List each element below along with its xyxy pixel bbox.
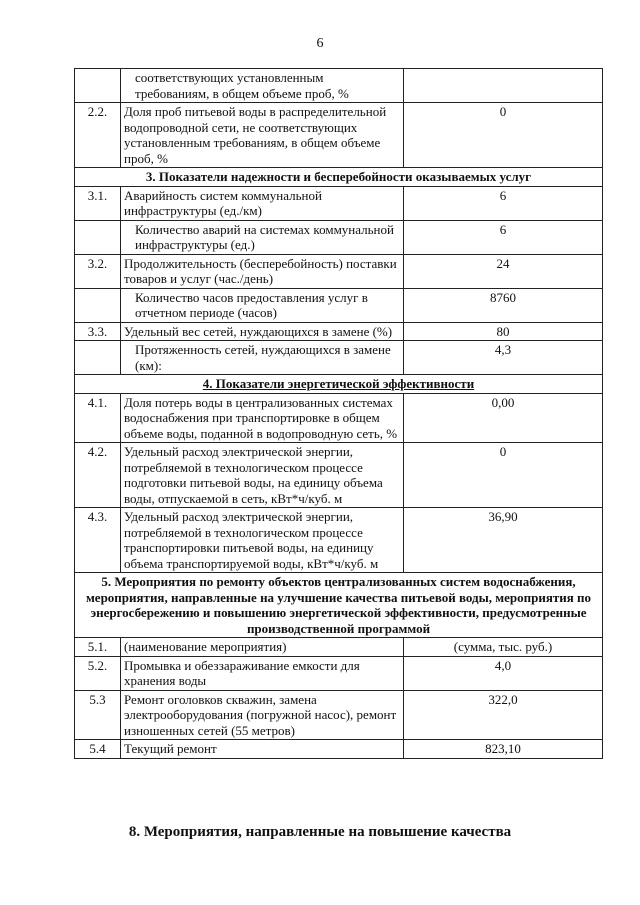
row-value: 0,00 bbox=[404, 393, 603, 443]
row-value: 6 bbox=[404, 220, 603, 254]
section-header-row bbox=[75, 573, 603, 638]
section-header-row bbox=[75, 375, 603, 394]
table-row bbox=[75, 254, 603, 288]
row-name: соответствующих установленным требованиям, в общем объеме проб, % bbox=[121, 69, 404, 103]
section-4-title: 4. Показатели энергетической эффективности bbox=[75, 375, 603, 394]
row-number: 4.1. bbox=[75, 393, 121, 443]
row-name: Количество аварий на системах коммунальной инфраструктуры (ед.) bbox=[121, 220, 404, 254]
table-row bbox=[75, 638, 603, 657]
table-row bbox=[75, 341, 603, 375]
row-number: 5.2. bbox=[75, 656, 121, 690]
row-number bbox=[75, 288, 121, 322]
row-number: 2.2. bbox=[75, 103, 121, 168]
table-row bbox=[75, 220, 603, 254]
table-row bbox=[75, 443, 603, 508]
row-name: Ремонт оголовков скважин, замена электрооборудования (погружной насос), ремонт изношенных сетей (55 метров) bbox=[121, 690, 404, 740]
row-name: Доля проб питьевой воды в распределительной водопроводной сети, не соответствующих установленным требованиям, в общем объеме проб, % bbox=[121, 103, 404, 168]
row-value: 80 bbox=[404, 322, 603, 341]
row-name: Аварийность систем коммунальной инфраструктуры (ед./км) bbox=[121, 186, 404, 220]
row-name: Продолжительность (бесперебойность) поставки товаров и услуг (час./день) bbox=[121, 254, 404, 288]
row-value: 4,0 bbox=[404, 656, 603, 690]
row-number: 3.2. bbox=[75, 254, 121, 288]
table-row bbox=[75, 690, 603, 740]
row-value: 8760 bbox=[404, 288, 603, 322]
section-header-row bbox=[75, 168, 603, 187]
row-name: Протяженность сетей, нуждающихся в замене (км): bbox=[121, 341, 404, 375]
table-row bbox=[75, 656, 603, 690]
row-value: 322,0 bbox=[404, 690, 603, 740]
row-value: 4,3 bbox=[404, 341, 603, 375]
row-value: 6 bbox=[404, 186, 603, 220]
table-row bbox=[75, 508, 603, 573]
row-number bbox=[75, 69, 121, 103]
row-number: 4.3. bbox=[75, 508, 121, 573]
page-number: 6 bbox=[316, 36, 324, 51]
row-name: Количество часов предоставления услуг в отчетном периоде (часов) bbox=[121, 288, 404, 322]
table-row bbox=[75, 322, 603, 341]
row-number: 4.2. bbox=[75, 443, 121, 508]
row-number bbox=[75, 220, 121, 254]
row-number: 5.1. bbox=[75, 638, 121, 657]
row-value: 36,90 bbox=[404, 508, 603, 573]
indicators-table bbox=[74, 68, 603, 759]
section-5-title: 5. Мероприятия по ремонту объектов централизованных систем водоснабжения, мероприятия, направленные на улучшение качества питьевой воды, мероприятия по энергосбережению и повышению энергетической эффективности, предусмотренные производственной программой bbox=[75, 573, 603, 638]
row-number bbox=[75, 341, 121, 375]
row-value bbox=[404, 69, 603, 103]
row-number: 3.1. bbox=[75, 186, 121, 220]
row-name: Удельный вес сетей, нуждающихся в замене (%) bbox=[121, 322, 404, 341]
row-value: 0 bbox=[404, 103, 603, 168]
table-row bbox=[75, 103, 603, 168]
table-row bbox=[75, 288, 603, 322]
row-name: Удельный расход электрической энергии, потребляемой в технологическом процессе транспортировки питьевой воды, на единицу объема транспортируемой воды, кВт*ч/куб. м bbox=[121, 508, 404, 573]
row-value: 823,10 bbox=[404, 740, 603, 759]
row-number: 3.3. bbox=[75, 322, 121, 341]
row-name: Доля потерь воды в централизованных системах водоснабжения при транспортировке в общем объеме воды, поданной в водопроводную сеть, % bbox=[121, 393, 404, 443]
section-8-heading: 8. Мероприятия, направленные на повышение качества bbox=[128, 824, 512, 840]
table-row bbox=[75, 69, 603, 103]
row-name: (наименование мероприятия) bbox=[121, 638, 404, 657]
section-3-title: 3. Показатели надежности и бесперебойности оказываемых услуг bbox=[75, 168, 603, 187]
row-name: Удельный расход электрической энергии, потребляемой в технологическом процессе подготовки питьевой воды, на единицу объема воды, отпускаемой в сеть, кВт*ч/куб. м bbox=[121, 443, 404, 508]
table-row bbox=[75, 186, 603, 220]
row-name: Промывка и обеззараживание емкости для хранения воды bbox=[121, 656, 404, 690]
row-value: (сумма, тыс. руб.) bbox=[404, 638, 603, 657]
row-number: 5.3 bbox=[75, 690, 121, 740]
table-row bbox=[75, 393, 603, 443]
row-name: Текущий ремонт bbox=[121, 740, 404, 759]
table-row bbox=[75, 740, 603, 759]
row-number: 5.4 bbox=[75, 740, 121, 759]
row-value: 0 bbox=[404, 443, 603, 508]
row-value: 24 bbox=[404, 254, 603, 288]
